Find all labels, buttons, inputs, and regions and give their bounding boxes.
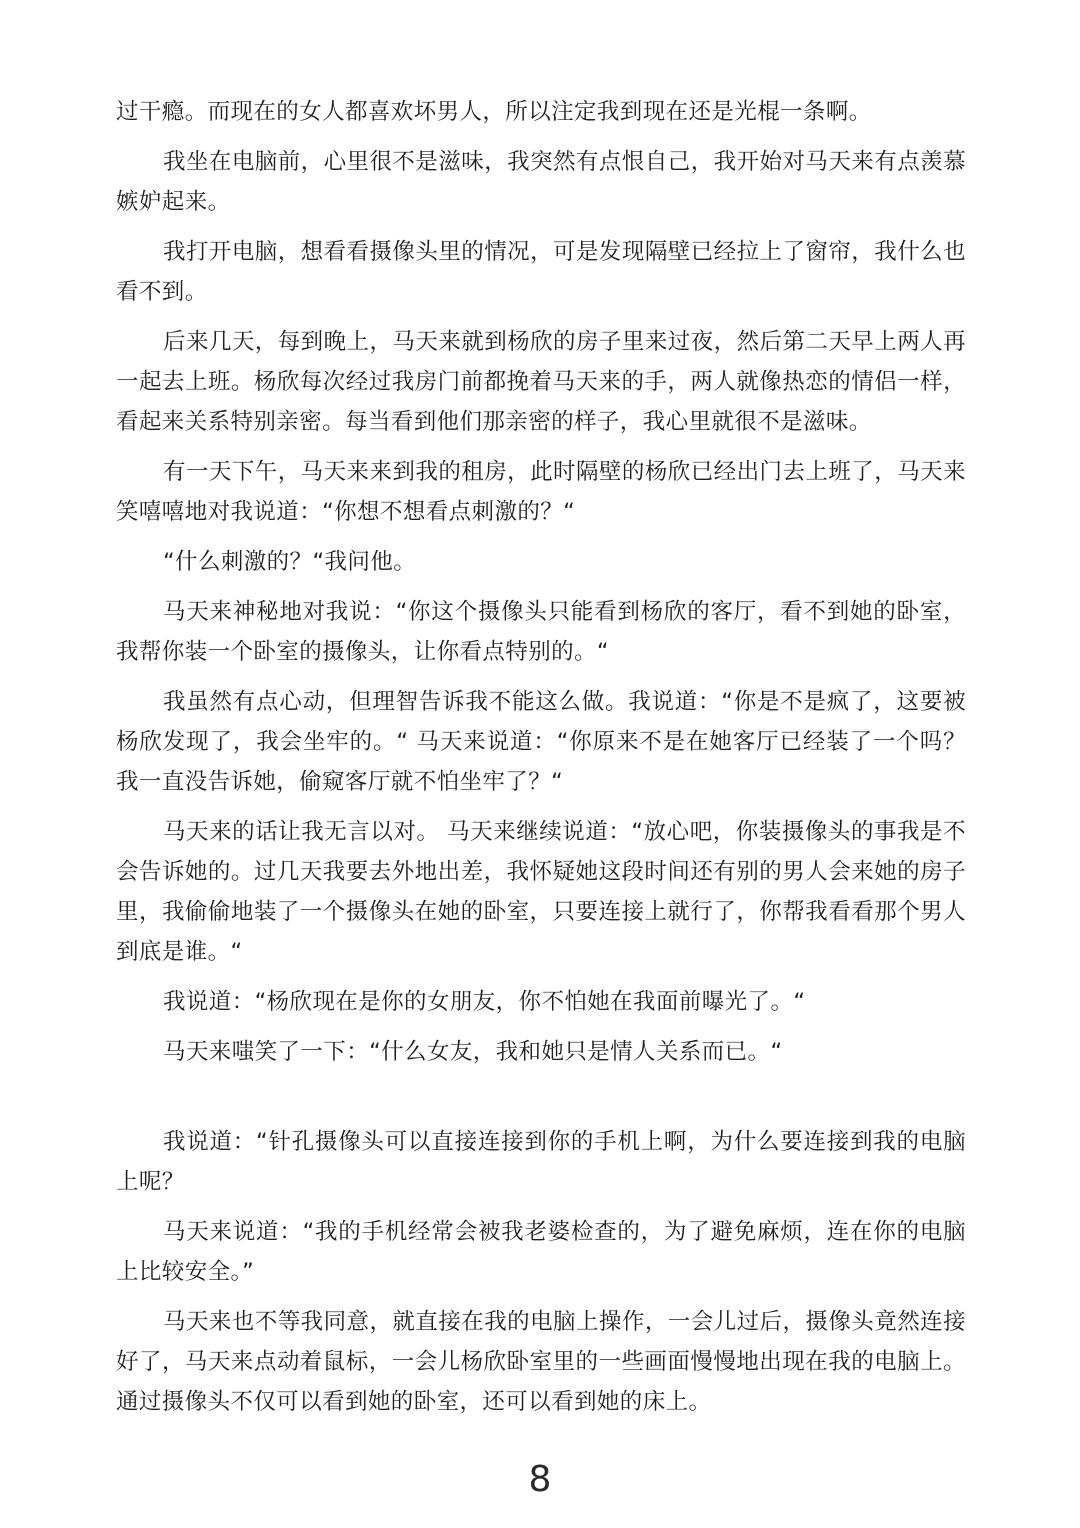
paragraph: 马天来的话让我无言以对。 马天来继续说道：“放心吧，你装摄像头的事我是不会告诉她的。过几天我要去外地出差，我怀疑她这段时间还有别的男人会来她的房子里，我偷偷地装了一个摄像头在她的卧室，只要连接上就行了，你帮我看看那个男人到底是谁。“: [116, 819, 966, 965]
paragraph: 马天来也不等我同意，就直接在我的电脑上操作，一会儿过后，摄像头竟然连接好了，马天来点动着鼠标，一会儿杨欣卧室里的一些画面慢慢地出现在我的电脑上。通过摄像头不仅可以看到她的卧室，还可以看到她的床上。: [116, 1309, 966, 1415]
paragraph: 马天来神秘地对我说：“你这个摄像头只能看到杨欣的客厅，看不到她的卧室，我帮你装一个卧室的摄像头，让你看点特别的。“: [116, 599, 966, 665]
body-text: [116, 92, 966, 1432]
paragraph: 有一天下午，马天来来到我的租房，此时隔壁的杨欣已经出门去上班了，马天来笑嘻嘻地对我说道：“你想不想看点刺激的？“: [116, 459, 966, 525]
page-number: 8: [528, 1459, 552, 1500]
paragraph: 我虽然有点心动，但理智告诉我不能这么做。我说道：“你是不是疯了，这要被杨欣发现了，我会坐牢的。“ 马天来说道：“你原来不是在她客厅已经装了一个吗？我一直没告诉她，偷窥客厅就不怕坐牢了？“: [116, 689, 966, 795]
paragraph: 马天来说道：“我的手机经常会被我老婆检查的，为了避免麻烦，连在你的电脑上比较安全。”: [116, 1219, 966, 1285]
paragraph: 后来几天，每到晚上，马天来就到杨欣的房子里来过夜，然后第二天早上两人再一起去上班。杨欣每次经过我房门前都挽着马天来的手，两人就像热恋的情侣一样，看起来关系特别亲密。每当看到他们那亲密的样子，我心里就很不是滋味。: [116, 329, 966, 435]
paragraph: “什么刺激的？“我问他。: [163, 549, 417, 575]
paragraph: 我坐在电脑前，心里很不是滋味，我突然有点恨自己，我开始对马天来有点羡慕嫉妒起来。: [116, 149, 966, 215]
paragraph: 我说道：“针孔摄像头可以直接连接到你的手机上啊，为什么要连接到我的电脑上呢？: [116, 1129, 966, 1195]
paragraph: 马天来嗤笑了一下：“什么女友，我和她只是情人关系而已。“: [163, 1039, 783, 1065]
paragraph: 过干瘾。而现在的女人都喜欢坏男人，所以注定我到现在还是光棍一条啊。: [116, 99, 872, 125]
paragraph: 我说道：“杨欣现在是你的女朋友，你不怕她在我面前曝光了。“: [163, 989, 806, 1015]
paragraph: 我打开电脑，想看看摄像头里的情况，可是发现隔壁已经拉上了窗帘，我什么也看不到。: [116, 239, 966, 305]
